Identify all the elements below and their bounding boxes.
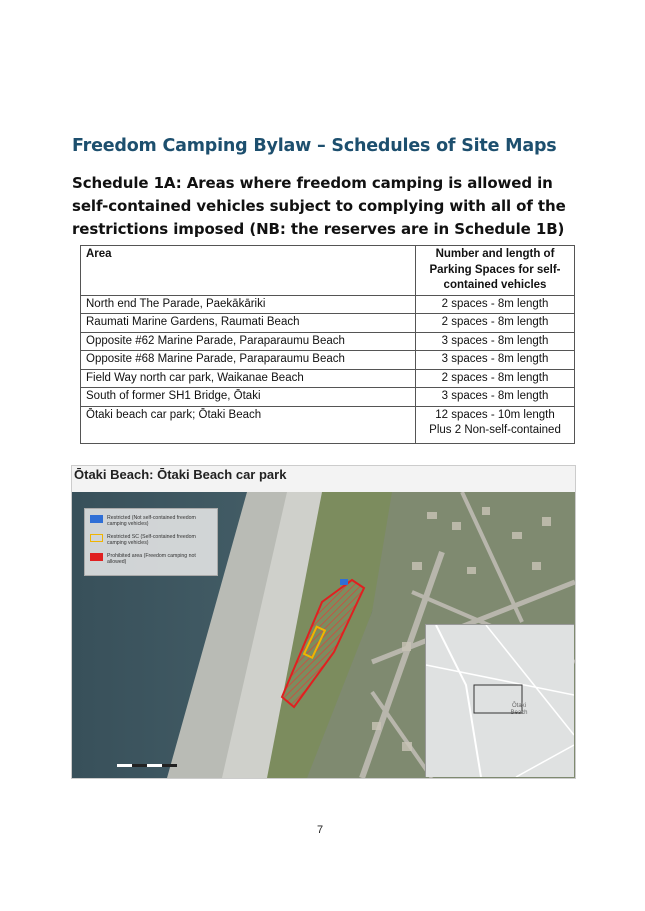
cell-spaces: 3 spaces - 8m length <box>416 388 575 407</box>
legend-swatch-red <box>90 553 103 561</box>
header-area: Area <box>81 246 416 296</box>
legend-item <box>90 515 212 527</box>
inset-label: Ōtaki Beach <box>510 703 528 716</box>
schedule-table <box>80 245 575 444</box>
map-title: Ōtaki Beach: Ōtaki Beach car park <box>72 466 576 492</box>
cell-area: Opposite #68 Marine Parade, Paraparaumu Beach <box>81 351 416 370</box>
cell-area: Raumati Marine Gardens, Raumati Beach <box>81 314 416 333</box>
cell-spaces-line2: Plus 2 Non-self-contained <box>429 424 561 436</box>
table-row <box>81 314 575 333</box>
table-row <box>81 332 575 351</box>
legend-label: Prohibited area (Freedom camping not allowed) <box>107 553 196 565</box>
cell-spaces-line1: 12 spaces - 10m length <box>435 408 555 421</box>
cell-spaces: 3 spaces - 8m length <box>416 332 575 351</box>
restricted-area <box>340 579 348 585</box>
locator-inset-map <box>425 624 574 777</box>
table-row <box>81 406 575 443</box>
cell-spaces <box>416 406 575 443</box>
table-header-row <box>81 246 575 296</box>
table-row <box>81 369 575 388</box>
table-row <box>81 295 575 314</box>
schedule-heading: Schedule 1A: Areas where freedom camping is allowed in self-contained vehicles subject to complying with all of the restrictions imposed (NB: the reserves are in Schedule 1B) <box>72 174 566 238</box>
site-map <box>71 465 576 779</box>
inset-roads <box>426 625 574 777</box>
cell-spaces: 2 spaces - 8m length <box>416 314 575 333</box>
legend-swatch-blue <box>90 515 103 523</box>
cell-area: North end The Parade, Paekākāriki <box>81 295 416 314</box>
header-parking: Number and length of Parking Spaces for self-contained vehicles <box>416 246 575 296</box>
map-legend <box>84 508 218 576</box>
table-row <box>81 351 575 370</box>
legend-item <box>90 534 212 546</box>
cell-spaces: 3 spaces - 8m length <box>416 351 575 370</box>
cell-area: Opposite #62 Marine Parade, Paraparaumu Beach <box>81 332 416 351</box>
page-title: Freedom Camping Bylaw – Schedules of Site Maps <box>72 136 557 156</box>
page-number: 7 <box>317 824 324 836</box>
cell-area: Field Way north car park, Waikanae Beach <box>81 369 416 388</box>
cell-spaces: 2 spaces - 8m length <box>416 369 575 388</box>
cell-area: South of former SH1 Bridge, Ōtaki <box>81 388 416 407</box>
cell-area: Ōtaki beach car park; Ōtaki Beach <box>81 406 416 443</box>
legend-label: Restricted (Not self-contained freedom camping vehicles) <box>107 515 196 527</box>
legend-swatch-yellow <box>90 534 103 542</box>
table-row <box>81 388 575 407</box>
cell-spaces: 2 spaces - 8m length <box>416 295 575 314</box>
legend-item <box>90 553 212 565</box>
legend-label: Restricted SC (Self-contained freedom camping vehicles) <box>107 534 196 546</box>
